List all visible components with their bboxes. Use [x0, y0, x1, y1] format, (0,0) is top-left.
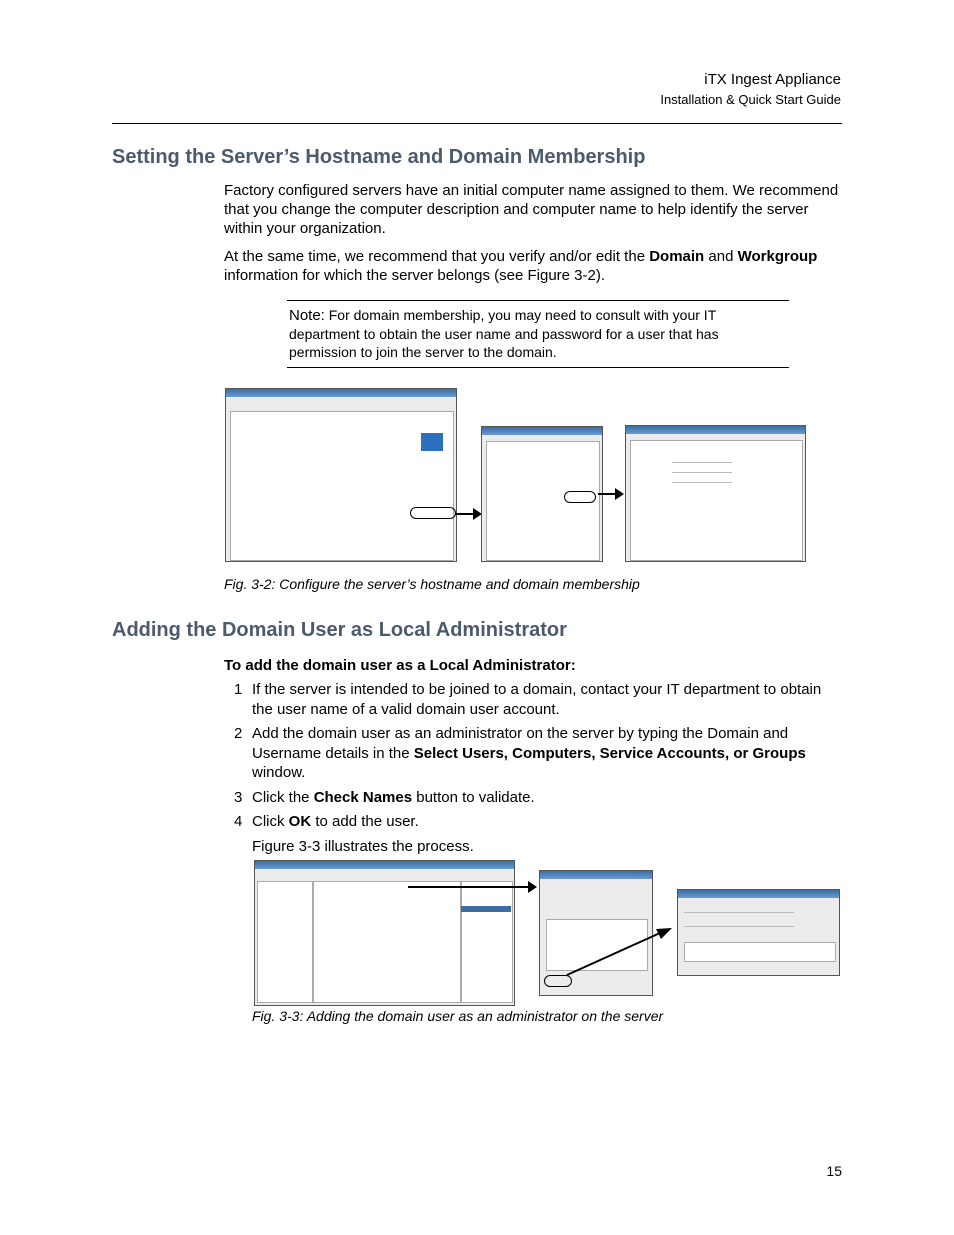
windows-logo-icon [421, 433, 443, 451]
header-title: iTX Ingest Appliance [704, 71, 841, 88]
note-box [287, 300, 789, 368]
select-users-window-screenshot [677, 889, 840, 976]
paragraph-intro: Factory configured servers have an initial computer name assigned to them. We recommend that you change the computer description and computer name to help identify the server within your organization. [224, 182, 839, 237]
header-subtitle: Installation & Quick Start Guide [660, 92, 841, 107]
procedure-steps [224, 680, 844, 861]
figure-reference: Figure 3-3 illustrates the process. [252, 837, 474, 855]
arrow-right-icon [615, 488, 624, 500]
note-text: For domain membership, you may need to consult with your IT department to obtain the user name and password for a user that has permission to join the server to the domain. [289, 307, 719, 360]
note-label: Note: [289, 307, 325, 324]
control-panel-window-screenshot [225, 388, 457, 562]
arrow-right-icon [528, 881, 537, 893]
paragraph-domain: At the same time, we recommend that you verify and/or edit the Domain and Workgroup information for which the server belongs (see Figure 3-2). [224, 248, 818, 284]
change-settings-highlight [410, 507, 456, 519]
step-2: 2 Add the domain user as an administrator on the server by typing the Domain and Username details in the Select Users, Computers, Service Accounts, or Groups window. [234, 725, 806, 781]
figure-3-3-caption: Fig. 3-3: Adding the domain user as an administrator on the server [252, 1008, 664, 1024]
step-4: 4 Click OK to add the user. [234, 813, 419, 830]
diagonal-arrow-icon [560, 925, 680, 985]
step-3: 3 Click the Check Names button to validate. [234, 788, 535, 806]
figure-3-2-caption: Fig. 3-2: Configure the server’s hostname and domain membership [224, 576, 640, 592]
arrow-line [408, 886, 530, 888]
page-number: 15 [826, 1163, 842, 1179]
network-id-highlight [564, 491, 596, 503]
computer-management-window-screenshot [254, 860, 515, 1006]
header-rule [112, 123, 842, 124]
system-properties-window-screenshot [481, 426, 603, 562]
section-heading-domain-user: Adding the Domain User as Local Administrator [112, 619, 567, 641]
procedure-title: To add the domain user as a Local Administrator: [224, 657, 576, 674]
section-heading-hostname: Setting the Server’s Hostname and Domain Membership [112, 146, 646, 168]
join-domain-window-screenshot [625, 425, 806, 562]
step-1: 1 If the server is intended to be joined to a domain, contact your IT department to obtain the user name of a valid domain user account. [234, 681, 822, 718]
